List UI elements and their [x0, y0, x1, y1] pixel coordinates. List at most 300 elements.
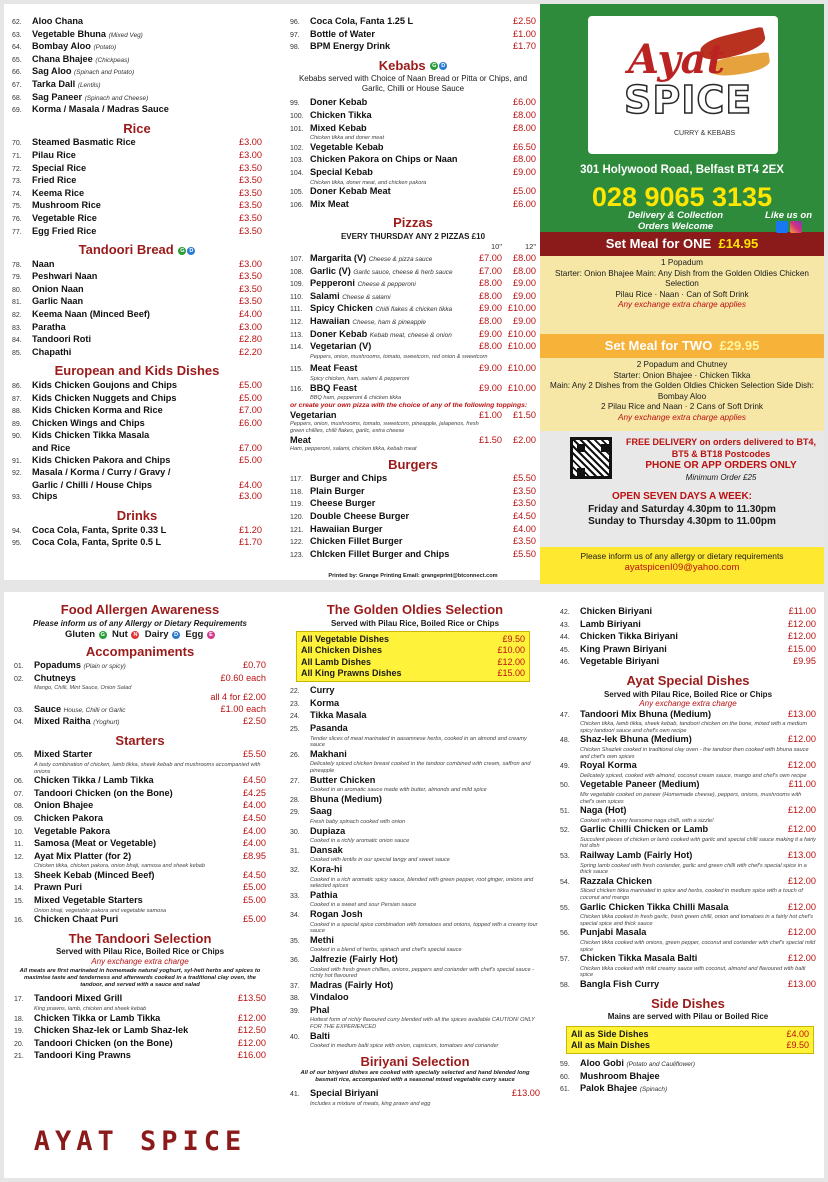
item-name: [32, 92, 258, 105]
menu-item: [14, 775, 266, 788]
item-price: £6.00: [513, 97, 536, 108]
item-price: £12.00: [237, 1037, 266, 1048]
item-number: 27.: [290, 777, 300, 785]
item-number: 88.: [12, 408, 22, 416]
item-name: [310, 29, 509, 41]
item-name-text: Special Kebab: [310, 166, 373, 177]
item-name: [310, 549, 509, 561]
item-number: 35.: [290, 937, 300, 945]
item-price: £16.00: [237, 1050, 266, 1061]
item-name: [310, 110, 509, 122]
item-name: [32, 322, 235, 334]
item-desc: Onion bhaji, vegetable pakora and vegetable samosa: [34, 907, 167, 914]
item-name: [310, 154, 509, 166]
item-name-text: ChIcken Fillet Burger and Chips: [310, 548, 450, 559]
item-name: [32, 79, 258, 92]
item-number: 18.: [14, 1015, 24, 1023]
tandoori-desc: All meats are first marinated in homemade natural yoghurt, syl-heti herbs and spices to maximise taste and tenderness and afterwards cooked in a traditional clay oven, the tandoor, and served with a sauce and salad: [19, 968, 261, 989]
item-name-text: Chicken Tikka or Lamb Tikka: [34, 1012, 161, 1023]
item-name: [32, 104, 258, 116]
menu-item: [12, 334, 262, 347]
menu-item: [14, 895, 266, 908]
item-name-text: Madras (Fairly Hot): [310, 979, 394, 990]
item-price: £3.50: [513, 536, 536, 547]
menu-item: [290, 806, 540, 819]
item-name: [34, 1050, 234, 1062]
side-list: [560, 1058, 816, 1096]
item-price-large: £9.00: [513, 315, 536, 326]
menu-item: [290, 154, 536, 167]
own-pizza-meat: Meat £1.50 £2.00: [290, 434, 536, 445]
item-number: 48.: [560, 737, 570, 745]
item-number: 109.: [290, 281, 304, 289]
item-number: 78.: [12, 261, 22, 269]
own-pizza-note: or create your own pizza with the choice of any of the following toppings:: [290, 401, 528, 409]
item-price: £3.50: [239, 271, 262, 282]
item-number: 13.: [14, 872, 24, 880]
drinks-heading: Drinks: [116, 507, 158, 523]
item-note: (Plain or spicy): [83, 663, 126, 671]
item-number: 69.: [12, 107, 22, 115]
item-name: [32, 309, 235, 321]
menu-item: [14, 813, 266, 826]
item-name: [310, 864, 540, 876]
menu-item: [290, 186, 536, 199]
item-name: [310, 536, 509, 548]
item-name-text: Bottle of Water: [310, 28, 375, 39]
menu-item: [290, 266, 536, 279]
item-price: £4.25: [243, 787, 266, 798]
menu-column-b: [290, 592, 540, 1178]
item-name: [32, 41, 258, 54]
item-name-text: Garlic (V): [310, 265, 351, 276]
menu-item: [290, 723, 540, 736]
item-note: (Spinach): [639, 1086, 668, 1094]
item-name: [580, 805, 784, 817]
item-number: 15.: [14, 898, 24, 906]
menu-item: [290, 980, 540, 993]
item-number: 63.: [12, 31, 22, 39]
item-name: [32, 480, 235, 492]
item-price: £3.50: [239, 200, 262, 211]
item-number: 106.: [290, 201, 304, 209]
item-price: £8.00: [513, 122, 536, 133]
price-box-row: [301, 668, 525, 679]
item-name-text: Burger and Chips: [310, 473, 388, 484]
item-price: £12.00: [787, 760, 816, 771]
item-name: [34, 1025, 234, 1037]
item-number: 59.: [560, 1061, 570, 1069]
menu-item: [14, 914, 266, 927]
item-name-text: Razzala Chicken: [580, 875, 652, 886]
menu-item: [12, 467, 262, 480]
item-name-text: Phal: [310, 1004, 330, 1015]
item-name: [34, 826, 239, 838]
menu-item: [12, 380, 262, 393]
item-name: [580, 1058, 816, 1071]
menu-item: [14, 716, 266, 729]
menu-item: [12, 226, 262, 239]
item-name: [310, 935, 540, 947]
item-number: 34.: [290, 911, 300, 919]
item-price: £5.00: [243, 914, 266, 925]
acc-list: [14, 660, 266, 729]
item-name: [310, 723, 540, 735]
item-name-text: Dansak: [310, 844, 343, 855]
item-number: 68.: [12, 94, 22, 102]
item-number: 122.: [290, 539, 304, 547]
item-price: £13.50: [237, 993, 266, 1004]
egg-icon: E: [207, 631, 215, 639]
price-box-name: All as Main Dishes: [571, 1039, 651, 1050]
item-name: [310, 524, 509, 536]
item-name: Special Biriyani: [310, 1088, 379, 1099]
item-number: 123.: [290, 551, 304, 559]
item-price: £12.00: [237, 1012, 266, 1023]
kebabs-subtitle: Kebabs served with Choice of Naan Bread or Pitta or Chips, and Garlic, Chilli or House Sauce: [298, 74, 528, 93]
menu-item: [290, 685, 540, 698]
item-price-large: £10.00: [507, 328, 536, 339]
item-price: £3.50: [239, 187, 262, 198]
item-number: 39.: [290, 1007, 300, 1015]
item-price: £3.50: [239, 296, 262, 307]
item-name: [32, 16, 258, 28]
item-name: [32, 137, 235, 149]
item-price: £3.00: [239, 491, 262, 502]
item-name-text: Punjabi Masala: [580, 927, 647, 938]
item-name: [32, 525, 235, 537]
item-name-text: Bhuna (Medium): [310, 793, 382, 804]
item-number: 94.: [12, 527, 22, 535]
item-name-text: Tandoori Chicken (on the Bone): [34, 1037, 173, 1048]
item-number: 72.: [12, 165, 22, 173]
item-price-small: £9.00: [479, 328, 502, 339]
item-number: 32.: [290, 866, 300, 874]
item-name-text: Peshwari Naan: [32, 271, 98, 282]
item-name-text: Hawaiian Burger: [310, 523, 383, 534]
item-desc: Cooked in a blend of herbs, spinach and chef's special sauce: [310, 947, 462, 954]
item-name-text: Salami: [310, 290, 340, 301]
item-price: £5.00: [513, 186, 536, 197]
item-number: 115.: [290, 366, 304, 374]
qr-code-icon[interactable]: [570, 437, 612, 479]
item-name: [32, 491, 235, 503]
item-price: £1.00: [513, 28, 536, 39]
menu-item: [12, 480, 262, 492]
item-name-text: Lamb Biriyani: [580, 618, 641, 629]
item-name-text: Korma / Masala / Madras Sauce: [32, 104, 169, 115]
item-number: 01.: [14, 663, 24, 671]
menu-item: [560, 824, 816, 837]
menu-item: [12, 137, 262, 150]
email-link[interactable]: ayatspicenI09@yahoo.com: [624, 562, 740, 573]
side-heading: Side Dishes: [651, 995, 725, 1011]
ayat-extra: Any exchange extra charge: [639, 699, 737, 709]
menu-item: [560, 1058, 816, 1071]
item-number: 98.: [290, 44, 300, 52]
menu-item: [12, 405, 262, 418]
item-name-text: Chips: [32, 491, 58, 502]
item-price: £2.20: [239, 346, 262, 357]
item-number: 02.: [14, 675, 24, 683]
menu-item: [290, 167, 536, 180]
item-note: (Mixed Veg): [108, 31, 143, 39]
item-name: [310, 186, 509, 198]
item-desc: BBQ ham, pepperoni & chicken tikka: [310, 395, 402, 402]
info-sidebar: [540, 4, 824, 580]
item-desc: Cooked with lentils in our special tangy and sweet sauce: [310, 857, 450, 864]
menu-item: [12, 150, 262, 163]
own-pizza-veg: Vegetarian £1.00 £1.50: [290, 409, 536, 420]
menu-item: [290, 110, 536, 123]
pizza-item: [290, 363, 536, 376]
price-box-price: £10.00: [497, 645, 525, 656]
facebook-icon[interactable]: [776, 221, 788, 233]
menu-item: [560, 979, 816, 992]
menu-item: [290, 278, 536, 291]
item-name-text: Doner Kebab: [310, 97, 368, 108]
item-note: (Potato and Cauliflower): [626, 1061, 696, 1069]
item-price: £12.00: [787, 875, 816, 886]
item-name: [32, 259, 235, 271]
item-price: £5.00: [239, 380, 262, 391]
item-price-large: £10.00: [507, 382, 536, 393]
item-number: 112.: [290, 318, 304, 326]
item-name: [34, 704, 217, 717]
item-price: £4.50: [243, 869, 266, 880]
set-meal-two-title: Set Meal for TWO £29.95: [540, 334, 824, 358]
item-name-text: Special Rice: [32, 162, 87, 173]
item-price: £4.50: [513, 511, 536, 522]
item-name-text: Royal Korma: [580, 760, 637, 771]
item-desc: Includes a mixture of meats, king prawn and egg: [310, 1101, 431, 1108]
item-name: [310, 685, 540, 697]
item-name: [34, 882, 239, 894]
item-name: [310, 710, 540, 722]
menu-item: [290, 549, 536, 562]
item-number: 77.: [12, 228, 22, 236]
menu-item: [12, 296, 262, 309]
menu-item: [14, 1025, 266, 1038]
item-name: [34, 775, 239, 787]
item-price: £5.50: [513, 548, 536, 559]
item-name: [34, 788, 239, 800]
item-number: 04.: [14, 719, 24, 727]
biriyani-special: [290, 1088, 540, 1107]
item-name-text: Prawn Puri: [34, 882, 82, 893]
item-price: £12.00: [787, 927, 816, 938]
price-box-price: £9.50: [786, 1039, 809, 1050]
item-name: [34, 870, 239, 882]
item-name: [310, 253, 468, 266]
item-price: £7.00: [239, 405, 262, 416]
brand-panel: [540, 4, 824, 232]
menu-item: [290, 954, 540, 967]
item-number: 45.: [560, 646, 570, 654]
menu-item: [14, 870, 266, 883]
item-number: 117.: [290, 476, 304, 484]
item-name-text: Fried Rice: [32, 175, 77, 186]
item-name-text: Chicken Tikka Masala Balti: [580, 953, 698, 964]
item-name-text: Vegetable Pakora: [34, 825, 111, 836]
item-name-text: Tandoori Roti: [32, 334, 92, 345]
item-price: £3.50: [513, 485, 536, 496]
item-name-text: Bangla Fish Curry: [580, 978, 660, 989]
item-price: £6.00: [513, 198, 536, 209]
item-price: £1.20: [239, 524, 262, 535]
item-name-text: Margarita (V): [310, 253, 367, 263]
item-number: 33.: [290, 892, 300, 900]
item-note: (Lentils): [77, 81, 101, 89]
item-price: £4.00: [239, 479, 262, 490]
pizza-heading: Pizzas: [393, 215, 433, 231]
menu-item: [560, 656, 816, 669]
item-name: [32, 467, 258, 479]
item-name-text: Chicken Tikka / Lamb Tikka: [34, 775, 154, 786]
item-number: 76.: [12, 215, 22, 223]
item-note: (Chickpeas): [95, 56, 130, 64]
item-name: [32, 418, 235, 430]
item-name-text: Tandoori King Prawns: [34, 1050, 131, 1061]
item-price: £3.50: [239, 283, 262, 294]
item-number: 03.: [14, 706, 24, 714]
item-name-text: Plain Burger: [310, 485, 365, 496]
item-name-text: Butter Chicken: [310, 774, 376, 785]
item-desc: Delicately spiced, cooked with almond, coconut cream sauce, mango and chef's own recipe: [580, 772, 807, 779]
free-delivery: FREE DELIVERY on orders delivered to BT4, BT5 & BT18 Postcodes PHONE OR APP ORDERS ONLY Minimum Order £25: [625, 437, 817, 482]
item-name: [580, 779, 785, 791]
item-price: £1.70: [239, 537, 262, 548]
item-number: 62.: [12, 19, 22, 26]
item-number: 30.: [290, 828, 300, 836]
item-desc: Cooked in a rich aromatic spicy sauce, blended with green pepper, root ginger, onions and selected spices: [310, 876, 534, 890]
menu-item: [560, 631, 816, 644]
menu-item: [14, 1050, 266, 1063]
menu-item: [290, 16, 536, 29]
item-desc: Spicy chicken, ham, salami & pepperoni: [310, 375, 410, 382]
item-name: [32, 188, 235, 200]
item-name: [580, 902, 784, 914]
item-name-text: Curry: [310, 685, 335, 696]
item-price: £0.70: [243, 660, 266, 671]
item-name: [32, 430, 258, 442]
item-name-text: Railway Lamb (Fairly Hot): [580, 850, 693, 861]
allergen-subtitle: Please inform us of any Allergy or Dietary Requirements: [33, 618, 247, 628]
item-name-text: Ayat Mix Platter (for 2): [34, 850, 132, 861]
menu-item: [560, 709, 816, 722]
item-name: [310, 698, 540, 710]
item-price: £6.00: [239, 417, 262, 428]
item-name: [32, 54, 258, 67]
menu-column-2: [290, 4, 536, 580]
item-name-text: Chicken Biriyani: [580, 606, 652, 616]
item-number: 14.: [14, 885, 24, 893]
item-note: Garlic sauce, cheese & herb sauce: [353, 268, 453, 276]
item-price: £12.00: [787, 824, 816, 835]
pizza-item: [290, 383, 536, 396]
item-name-text: Doner Kebab Meat: [310, 186, 391, 197]
item-name: [34, 813, 239, 825]
item-price-small: £8.00: [479, 315, 502, 326]
item-price-large: £8.00: [513, 265, 536, 276]
item-name: [32, 443, 235, 455]
price-box-name: All as Side Dishes: [571, 1028, 649, 1039]
menu-item: [12, 92, 262, 105]
item-name-text: BPM Energy Drink: [310, 41, 391, 52]
item-price: £12.50: [237, 1025, 266, 1036]
gluten-icon: G: [432, 63, 437, 70]
item-name-text: Tarka Dall: [32, 78, 76, 89]
item-number: 54.: [560, 878, 570, 886]
item-name: [580, 979, 784, 991]
item-number: 08.: [14, 803, 24, 811]
item-name: [310, 123, 509, 135]
item-name: [580, 734, 784, 746]
item-name-text: Balti: [310, 1030, 330, 1041]
menu-item: [12, 455, 262, 468]
item-name-text: Kids Chicken Goujons and Chips: [32, 380, 177, 391]
item-price: £5.50: [513, 473, 536, 484]
menu-column-c: [560, 592, 816, 1178]
item-name: [310, 16, 509, 28]
item-name-text: Tandoori Mixed Grill: [34, 993, 123, 1004]
instagram-icon[interactable]: [790, 221, 802, 233]
item-number: 49.: [560, 763, 570, 771]
item-price: £5.00: [239, 392, 262, 403]
item-name-text: Jalfrezie (Fairly Hot): [310, 953, 398, 964]
item-number: 96.: [290, 19, 300, 26]
item-number: 103.: [290, 157, 304, 165]
item-note: Cheese, ham & pineapple: [352, 318, 426, 326]
item-name: [310, 486, 509, 498]
phone-number[interactable]: 028 9065 3135: [591, 182, 773, 212]
menu-item: [560, 644, 816, 657]
item-name-text: Masala / Korma / Curry / Gravy /: [32, 467, 171, 478]
item-price-small: £8.00: [479, 341, 502, 352]
item-desc: Chicken tikka cooked with mild creamy sauce with coconut, almond and flavoured with balti spice: [580, 965, 806, 979]
item-number: 44.: [560, 634, 570, 642]
menu-item: [290, 123, 536, 136]
item-number: 47.: [560, 711, 570, 719]
item-name-text: Chicken Tikka: [310, 109, 372, 120]
item-name: [34, 1013, 234, 1025]
golden-heading: The Golden Oldies Selection: [326, 602, 504, 617]
menu-item: [290, 524, 536, 537]
price-box-row: [301, 634, 525, 645]
item-number: 71.: [12, 152, 22, 160]
item-price-small: £9.00: [479, 363, 502, 374]
item-price: £0.60 each: [220, 672, 266, 683]
item-price: £12.00: [787, 901, 816, 912]
item-number: 113.: [290, 331, 304, 339]
menu-item: [14, 692, 266, 704]
price-box-row: [571, 1029, 809, 1040]
kebabs-heading: Kebabs G D: [290, 60, 536, 72]
item-price-large: £9.00: [513, 278, 536, 289]
item-name-text: Vegetable Kebab: [310, 141, 384, 152]
item-name: [34, 895, 239, 907]
menu-item: [290, 864, 540, 877]
item-name-text: Chicken Pakora: [34, 812, 103, 823]
item-number: 99.: [290, 100, 300, 108]
item-price: £6.50: [513, 141, 536, 152]
item-name-text: Sag Aloo: [32, 66, 72, 77]
price-box-price: £15.00: [497, 667, 525, 678]
item-desc: A tasty combination of chicken, lamb tikka, sheek kebab and mushrooms accompanied with onions: [34, 761, 261, 775]
menu-item: [560, 850, 816, 863]
delivery-panel: [540, 431, 824, 547]
item-number: 43.: [560, 621, 570, 629]
